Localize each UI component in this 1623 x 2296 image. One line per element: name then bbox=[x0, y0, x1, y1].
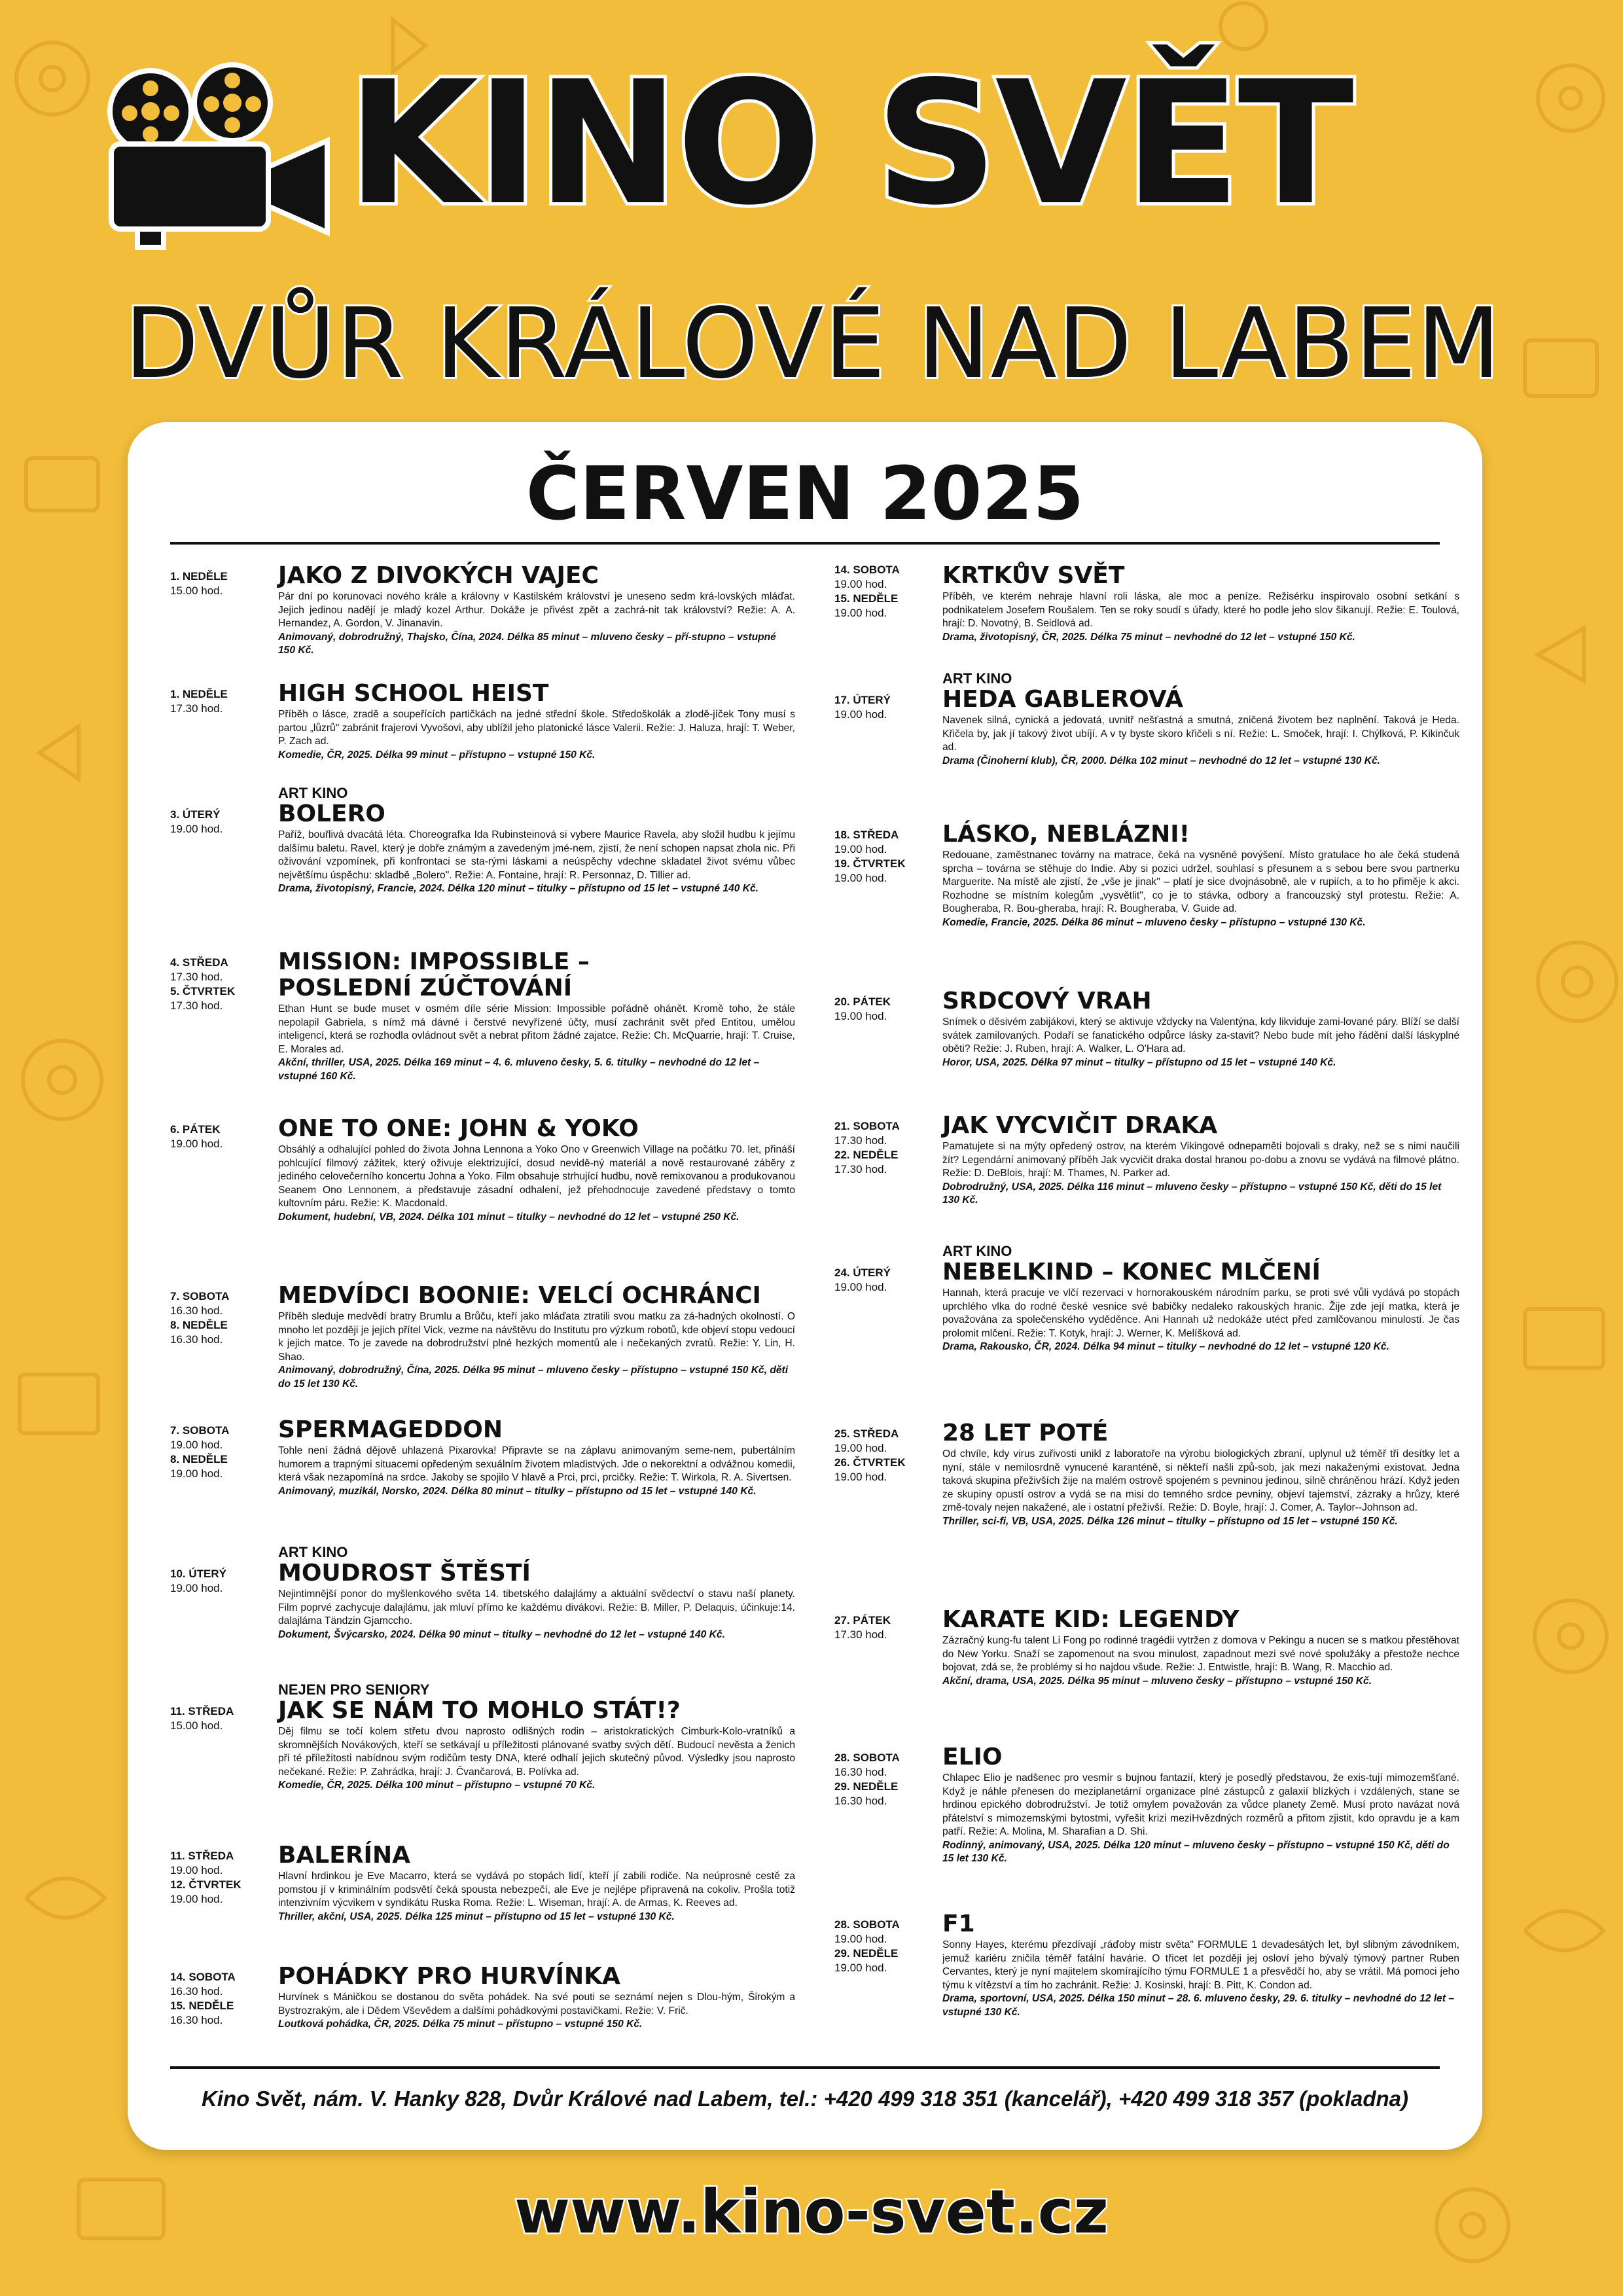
film-title: ELIO bbox=[942, 1744, 1003, 1770]
screening-times bbox=[834, 693, 939, 722]
film-info bbox=[942, 1911, 1459, 2019]
screening-times bbox=[170, 1567, 275, 1596]
screening-time: 17.30 hod. bbox=[170, 702, 223, 715]
film-info bbox=[942, 1607, 1459, 1688]
film-title: KARATE KID: LEGENDY bbox=[942, 1606, 1240, 1633]
screening-time: 16.30 hod. bbox=[834, 1795, 887, 1807]
screening-day: 4. STŘEDA bbox=[170, 956, 228, 969]
screening-times bbox=[170, 1970, 275, 2028]
screening-time: 17.30 hod. bbox=[834, 1628, 887, 1641]
screening-time: 19.00 hod. bbox=[170, 1467, 223, 1480]
film-info bbox=[278, 1417, 795, 1498]
film-details: Animovaný, dobrodružný, Thajsko, Čína, 2024. Délka 85 minut – mluveno česky – pří-stupno – vstupné 150 Kč. bbox=[278, 631, 776, 656]
screening-time: 16.30 hod. bbox=[170, 1304, 223, 1317]
screening-day: 1. NEDĚLE bbox=[170, 570, 228, 583]
screening-time: 17.30 hod. bbox=[834, 1134, 887, 1147]
cinema-town: DVŮR KRÁLOVÉ NAD LABEM bbox=[124, 287, 1501, 400]
screening-day: 29. NEDĚLE bbox=[834, 1947, 899, 1960]
film-details: Drama, životopisný, Francie, 2024. Délka 120 minut – titulky – přístupno od 15 let – vstupné 140 Kč. bbox=[278, 883, 759, 894]
film-info bbox=[278, 1116, 795, 1224]
screening-times bbox=[170, 569, 275, 598]
screening-day: 27. PÁTEK bbox=[834, 1614, 891, 1626]
screening-day: 10. ÚTERÝ bbox=[170, 1568, 226, 1580]
screening-time: 19.00 hod. bbox=[170, 1893, 223, 1905]
film-description: Hannah, která pracuje ve vlčí rezervaci v hornorakouském národním parku, se proti své vůli vydává po stopách uprchlého vlka do rodné české vesnice své babičky nedaleko rakouských hranic. Žije zde její matka, která je považována za společenského vyděděnce. Ani Hannah už nedokáže utéct před zamlčovanou minulostí. Je čas prolomit mlčení. Režie: T. Kotyk, hrají: J. Werner, K. Melíšková ad. bbox=[942, 1287, 1459, 1339]
film-description: Hlavní hrdinkou je Eve Macarro, která se vydává po stopách lidí, kteří jí zabili rodiče. Na neúprosné cestě za pomstou jí v kriminálním podsvětí čeká spousta nebezpečí, ale Eve je nejlépe připravená na cokoliv. Prošla totiž intenzivním výcvikem v syndikátu Ruska Roma. Režie: L. Wiseman, hrají: A. de Armas, K. Reeves ad. bbox=[278, 1871, 795, 1909]
film-series-label: ART KINO bbox=[278, 1544, 348, 1560]
screening-times bbox=[834, 1427, 939, 1484]
film-series-label: ART KINO bbox=[278, 785, 348, 801]
program-column-left bbox=[170, 563, 795, 2055]
film-title: MEDVÍDCI BOONIE: VELCÍ OCHRÁNCI bbox=[278, 1282, 761, 1309]
film-info bbox=[942, 1744, 1459, 1866]
film-title: SPERMAGEDDON bbox=[278, 1416, 503, 1443]
film-title: JAKO Z DIVOKÝCH VAJEC bbox=[278, 562, 599, 589]
film-description: Navenek silná, cynická a jedovatá, uvnitř nešťastná a smutná, zničená životem bez naplnění. Taková je Heda. Křičela by, jak jí takový život ubíjí. A v ty byste skoro křičeli s ní. Režie: L. Smoček, hrají: I. Chýlková, P. Kikinčuk ad. bbox=[942, 715, 1459, 753]
film-details: Loutková pohádka, ČR, 2025. Délka 75 minut – přístupno – vstupné 150 Kč. bbox=[278, 2018, 643, 2030]
film-info bbox=[278, 949, 795, 1083]
screening-time: 19.00 hod. bbox=[170, 1439, 223, 1451]
screening-time: 19.00 hod. bbox=[834, 1281, 887, 1293]
screening-day: 14. SOBOTA bbox=[834, 564, 900, 576]
film-info bbox=[942, 1113, 1459, 1208]
screening-day: 21. SOBOTA bbox=[834, 1120, 900, 1132]
screening-time: 19.00 hod. bbox=[170, 1582, 223, 1594]
film-title: BALERÍNA bbox=[278, 1842, 410, 1869]
screening-time: 19.00 hod. bbox=[834, 607, 887, 619]
film-description: Paříž, bouřlivá dvacátá léta. Choreografka Ida Rubinsteinová si vybere Maurice Ravela, aby složil hudbu k jejímu dalšímu baletu. Ravel, který je dobře známým a zavedeným jmé-nem, zjistí, že není schopen napsat zhola nic. Při oživování vzpomínek, při konfrontaci se sta-rými láskami a neúspěchy vdechne skladatel život svému vůbec největšímu úspěchu: skladbě „Bolero". Režie: A. Fontaine, hrají: R. Personnaz, D. Tillier ad. bbox=[278, 829, 795, 881]
film-title: POHÁDKY PRO HURVÍNKA bbox=[278, 1963, 620, 1990]
top-divider bbox=[170, 542, 1440, 545]
film-title: LÁSKO, NEBLÁZNI! bbox=[942, 821, 1190, 848]
film-info bbox=[278, 681, 795, 762]
screening-times bbox=[170, 808, 275, 836]
screening-time: 15.00 hod. bbox=[170, 584, 223, 597]
film-info bbox=[278, 785, 795, 896]
film-title: MISSION: IMPOSSIBLE – POSLEDNÍ ZÚČTOVÁNÍ bbox=[278, 948, 590, 1001]
screening-day: 12. ČTVRTEK bbox=[170, 1878, 241, 1891]
screening-times bbox=[170, 1424, 275, 1481]
screening-times bbox=[170, 1849, 275, 1907]
screening-time: 16.30 hod. bbox=[170, 1333, 223, 1346]
screening-times bbox=[834, 1266, 939, 1295]
screening-time: 19.00 hod. bbox=[834, 1962, 887, 1974]
screening-day: 25. STŘEDA bbox=[834, 1427, 899, 1440]
film-title: F1 bbox=[942, 1910, 975, 1937]
screening-day: 3. ÚTERÝ bbox=[170, 808, 221, 821]
film-title: HEDA GABLEROVÁ bbox=[942, 686, 1184, 713]
film-description: Redouane, zaměstnanec továrny na matrace, čeká na vysněné povýšení. Místo gratulace ho ale čeká studená sprcha – továrna se stěhuje do Indie. Aby si pozici udržel, souhlasí s přesunem a s sebou bere svou partnerku Marguerite. Na místě ale zjistí, že „vše je jinak" – platí je sice dvojnásobně, ale v rupiích, a to ho přiměje k akci. Rozhodne se místním kolegům „vysvětlit", co je to stávka, odbory a francouzský styl protestu. Režie: A. Bougheraba, R. Bou-gheraba, hrají: R. Bougheraba, V. Guide ad. bbox=[942, 850, 1459, 914]
film-details: Drama, Rakousko, ČR, 2024. Délka 94 minut – titulky – nevhodné do 12 let – vstupné 120 Kč. bbox=[942, 1341, 1389, 1352]
film-title: HIGH SCHOOL HEIST bbox=[278, 680, 549, 707]
film-description: Děj filmu se točí kolem střetu dvou naprosto odlišných rodin – aristokratických Cimburk-Kolo-vratníků a skromnějších Novákových, kteří se setkávají u příležitosti plánované svatby svých dětí. Budoucí nevěsta a ženich při té příležitosti nabídnou svým rodičům testy DNA, které odhalí jejich skutečný původ. Výsledky jsou naprosto nečekané. Režie: P. Zahrádka, hrají: J. Čvančarová, B. Polívka ad. bbox=[278, 1726, 795, 1778]
screening-time: 19.00 hod. bbox=[834, 578, 887, 590]
film-description: Příběh o lásce, zradě a soupeřících partičkách na jedné střední škole. Středoškolák a zlodě-jíček Tony musí s partou „lůzrů" zabránit frajerovi Vyvošovi, aby ublížil jeho platonické lásce Valerii. Režie: J. Haluza, hrají: T. Weber, P. Zach ad. bbox=[278, 709, 795, 747]
cinema-name: KINO SVĚT bbox=[347, 45, 1351, 243]
film-info bbox=[278, 563, 795, 658]
film-description: Nejintimnější ponor do myšlenkového světa 14. tibetského dalajlámy a aktuální svědectví o stavu naší planety. Film poprvé zachycuje dalajlámu, jak mluví přímo ke každému divákovi. Režie: B. Miller, P. Delaquis, účinkuje:14. dalajláma Tändzin Gjamccho. bbox=[278, 1588, 795, 1626]
film-details: Akční, thriller, USA, 2025. Délka 169 minut – 4. 6. mluveno česky, 5. 6. titulky – nevhodné do 12 let – vstupné 160 Kč. bbox=[278, 1057, 760, 1082]
screening-times bbox=[834, 995, 939, 1024]
screening-times bbox=[834, 1751, 939, 1808]
film-series-label: ART KINO bbox=[942, 1243, 1012, 1259]
screening-day: 24. ÚTERÝ bbox=[834, 1266, 891, 1279]
film-details: Drama, sportovní, USA, 2025. Délka 150 minut – 28. 6. mluveno česky, 29. 6. titulky – nevhodné do 12 let – vstupné 130 Kč. bbox=[942, 1993, 1455, 2018]
screening-time: 17.30 hod. bbox=[170, 971, 223, 983]
screening-time: 19.00 hod. bbox=[834, 1010, 887, 1022]
screening-day: 22. NEDĚLE bbox=[834, 1149, 899, 1161]
film-info bbox=[942, 988, 1459, 1069]
film-details: Komedie, ČR, 2025. Délka 100 minut – přístupno – vstupné 70 Kč. bbox=[278, 1780, 596, 1791]
program-card bbox=[128, 422, 1482, 2150]
film-info bbox=[942, 671, 1459, 768]
screening-time: 19.00 hod. bbox=[834, 843, 887, 855]
film-info bbox=[942, 563, 1459, 644]
film-info bbox=[942, 821, 1459, 929]
screening-day: 7. SOBOTA bbox=[170, 1290, 230, 1302]
film-info bbox=[278, 1682, 795, 1793]
screening-times bbox=[170, 956, 275, 1013]
screening-times bbox=[834, 828, 939, 886]
screening-times bbox=[170, 1122, 275, 1151]
film-info bbox=[278, 1283, 795, 1391]
screening-times bbox=[170, 1704, 275, 1733]
film-title: ONE TO ONE: JOHN & YOKO bbox=[278, 1115, 639, 1142]
program-month: ČERVEN 2025 bbox=[526, 452, 1084, 537]
film-title: JAK SE NÁM TO MOHLO STÁT!? bbox=[278, 1697, 681, 1724]
screening-day: 8. NEDĚLE bbox=[170, 1319, 228, 1331]
screening-time: 19.00 hod. bbox=[834, 1933, 887, 1945]
film-description: Pár dní po korunovaci nového krále a královny v Kastilském království je uneseno sedm krá-lovských mláďat. Jejich jedinou nadějí je mladý kozel Arthur. Dokáže je přivést zpět a zachrá-nit tak království? Režie: A. A. Hernandez, A. Gordon, V. Jinanavin. bbox=[278, 591, 795, 629]
film-title: KRTKŮV SVĚT bbox=[942, 562, 1125, 589]
film-title: 28 LET POTÉ bbox=[942, 1420, 1109, 1446]
film-info bbox=[942, 1420, 1459, 1528]
screening-time: 17.30 hod. bbox=[834, 1163, 887, 1175]
page-header bbox=[0, 0, 1623, 419]
film-description: Zázračný kung-fu talent Li Fong po rodinné tragédii vytržen z domova v Pekingu a nucen se s matkou přestěhovat do New Yorku. Snaží se zapomenout na svou minulost, zapadnout mezi své nové spolužáky a přestože nechce bojovat, zdá se, že problémy si ho najdou všude. Režie: J. Entwistle, hrají: B. Wang, R. Macchio ad. bbox=[942, 1635, 1459, 1673]
film-series-label: ART KINO bbox=[942, 670, 1012, 687]
film-info bbox=[278, 1545, 795, 1641]
screening-time: 17.30 hod. bbox=[170, 999, 223, 1012]
film-title: JAK VYCVIČIT DRAKA bbox=[942, 1112, 1218, 1139]
film-description: Od chvíle, kdy virus zuřivosti unikl z laboratoře na výrobu biologických zbraní, uplynul už téměř tři desítky let a nyní, stále v nemilosrdně vynucené karanténě, si někteří našli způ-sob, jak mezi nakaženými existovat. Jedna taková skupina přeživších žije na malém ostrově spojeném s pevninou jedinou, silně chráněnou hrází. Když jeden ze skupiny opustí ostrov a vydá se na misi do temného srdce pevniny, objeví tajemství, zázraky a hrůzy, které změ-tovaly nejen nakažené, ale i ostatní přeživší. Režie: D. Boyle, hrají: J. Comer, A. Taylor--Johnson ad. bbox=[942, 1448, 1459, 1513]
screening-time: 19.00 hod. bbox=[170, 1864, 223, 1876]
screening-day: 5. ČTVRTEK bbox=[170, 985, 236, 997]
screening-times bbox=[170, 1289, 275, 1347]
film-description: Tohle není žádná dějově uhlazená Pixarovka! Připravte se na záplavu animovaným seme-nem, pubertálním humorem a trapnými situacemi opředeným sexuálním životem mladistvých. Jde o nekorektní a odvážnou komedii, která však nezapomíná na srdce. Jakoby se spojilo V hlavě a Prci, prci, prcičky. Režie: T. Wirkola, R. A. Sivertsen. bbox=[278, 1445, 795, 1483]
screening-day: 6. PÁTEK bbox=[170, 1123, 221, 1136]
screening-day: 7. SOBOTA bbox=[170, 1424, 230, 1437]
screening-time: 16.30 hod. bbox=[170, 2014, 223, 2026]
screening-day: 29. NEDĚLE bbox=[834, 1780, 899, 1793]
program-column-right bbox=[834, 563, 1459, 2055]
screening-time: 19.00 hod. bbox=[170, 1138, 223, 1150]
film-title: MOUDROST ŠTĚSTÍ bbox=[278, 1560, 531, 1587]
screening-day: 20. PÁTEK bbox=[834, 996, 891, 1008]
film-details: Drama, životopisný, ČR, 2025. Délka 75 minut – nevhodné do 12 let – vstupné 150 Kč. bbox=[942, 631, 1355, 643]
film-details: Akční, drama, USA, 2025. Délka 95 minut – mluveno česky – přístupno – vstupné 150 Kč. bbox=[942, 1675, 1372, 1687]
screening-time: 19.00 hod. bbox=[834, 1471, 887, 1483]
screening-times bbox=[834, 1613, 939, 1642]
screening-day: 1. NEDĚLE bbox=[170, 688, 228, 700]
film-description: Příběh sleduje medvědí bratry Brumlu a Brůču, kteří jako mláďata ztratili svou matku za zá-hadných okolností. O mnoho let později je jejich přítel Vick, vezme na návštěvu do Institutu pro výzkum robotů, kde objeví stopu vedoucí k jejich matce. To je zavede na dobrodružství plné hezkých momentů ale i nečekaných zvratů. Režie: Y. Lin, H. Shao. bbox=[278, 1311, 795, 1363]
film-description: Příběh, ve kterém nehraje hlavní roli láska, ale moc a peníze. Režisérku inspirovalo osobní setkání s podnikatelem Josefem Roušalem. Ten se roky soudí s úřady, které ho podle jeho slov šikanují. Režie: E. Toulová, hrají: D. Novotný, B. Seidlová ad. bbox=[942, 591, 1459, 629]
film-details: Komedie, ČR, 2025. Délka 99 minut – přístupno – vstupné 150 Kč. bbox=[278, 749, 596, 761]
screening-time: 16.30 hod. bbox=[834, 1766, 887, 1778]
film-info bbox=[942, 1244, 1459, 1354]
screening-day: 18. STŘEDA bbox=[834, 829, 899, 841]
screening-day: 17. ÚTERÝ bbox=[834, 694, 891, 706]
film-details: Animovaný, dobrodružný, Čína, 2025. Délka 95 minut – mluveno česky – přístupno – vstupné 150 Kč, děti do 15 let 130 Kč. bbox=[278, 1365, 789, 1390]
film-details: Dokument, hudební, VB, 2024. Délka 101 minut – titulky – nevhodné do 12 let – vstupné 250 Kč. bbox=[278, 1211, 740, 1223]
screening-time: 19.00 hod. bbox=[834, 708, 887, 721]
screening-time: 19.00 hod. bbox=[170, 823, 223, 835]
screening-day: 28. SOBOTA bbox=[834, 1751, 900, 1764]
film-description: Chlapec Elio je nadšenec pro vesmír s bujnou fantazií, který je posedlý představou, že exis-tují mimozemšťané. Když je náhle přenesen do meziplanetární organizace plné zástupců z galaxií blízkých i vzdálených, stane se hrdinou epického dobrodružství. Je totiž omylem považován za vůdce planety Země. Musí proto navázat nová přátelství s mimozemskými bytostmi, vyřešit krizi meziHvězdných rozměrů a přitom zjistit, kdo opravdu je a kam patří. Režie: A. Molina, M. Sharafian a D. Shi. bbox=[942, 1772, 1459, 1837]
film-description: Pamatujete si na mýty opředený ostrov, na kterém Vikingové odnepaměti bojovali s draky, než se s nimi naučili žít? Legendární animovaný příběh Jak vycvičit draka dostal hranou po-dobu a znovu se vydává na filmové plátno. Režie: D. DeBlois, hrají: M. Thames, N. Parker ad. bbox=[942, 1141, 1459, 1179]
film-title: SRDCOVÝ VRAH bbox=[942, 988, 1152, 1014]
screening-time: 16.30 hod. bbox=[170, 1985, 223, 1998]
film-details: Dobrodružný, USA, 2025. Délka 116 minut – mluveno česky – přístupno – vstupné 150 Kč, děti do 15 let 130 Kč. bbox=[942, 1181, 1442, 1206]
screening-day: 26. ČTVRTEK bbox=[834, 1456, 906, 1469]
film-details: Thriller, akční, USA, 2025. Délka 125 minut – přístupno od 15 let – vstupné 130 Kč. bbox=[278, 1910, 675, 1922]
screening-day: 28. SOBOTA bbox=[834, 1918, 900, 1931]
screening-day: 11. STŘEDA bbox=[170, 1850, 234, 1862]
film-description: Hurvínek s Máničkou se dostanou do světa pohádek. Na své pouti se seznámí nejen s Dlou-hým, Širokým a Bystrozrakým, ale i Dědem Vševědem a dalšími pohádkovými postavičkami. Režie: V. Frič. bbox=[278, 1992, 795, 2017]
film-info bbox=[278, 1842, 795, 1924]
film-info bbox=[278, 1964, 795, 2032]
film-details: Animovaný, muzikál, Norsko, 2024. Délka 80 minut – titulky – přístupno od 15 let – vstupné 140 Kč. bbox=[278, 1485, 757, 1497]
film-camera-icon bbox=[98, 62, 334, 259]
film-series-label: NEJEN PRO SENIORY bbox=[278, 1681, 430, 1698]
screening-time: 19.00 hod. bbox=[834, 872, 887, 884]
screening-time: 19.00 hod. bbox=[834, 1442, 887, 1454]
film-description: Sonny Hayes, kterému přezdívají „ráďoby mistr světa" FORMULE 1 devadesátých let, byl slibným závodníkem, jemuž kariéru zničila téměř fatální havárie. O třicet let později jej osloví jeho bývalý týmový partner Ruben Cervantes, který je nyní majitelem skomírajícího týmu FORMULE 1 a přesvědčí ho, aby se vrátil. Má pomoci jeho týmu k vítězství a tím ho zachránit. Režie: J. Kosinski, hrají: B. Pitt, K. Condon ad. bbox=[942, 1939, 1459, 1991]
film-title: BOLERO bbox=[278, 800, 385, 827]
screening-times bbox=[834, 563, 939, 620]
screening-day: 15. NEDĚLE bbox=[834, 592, 899, 605]
film-details: Komedie, Francie, 2025. Délka 86 minut – mluveno česky – přístupno – vstupné 130 Kč. bbox=[942, 916, 1366, 928]
website-link[interactable]: www.kino-svet.cz bbox=[514, 2177, 1109, 2247]
screening-day: 14. SOBOTA bbox=[170, 1971, 236, 1983]
screening-times bbox=[834, 1918, 939, 1975]
contact-line: Kino Svět, nám. V. Hanky 828, Dvůr Králové nad Labem, tel.: +420 499 318 351 (kancelář), +420 499 318 357 (pokladna) bbox=[201, 2087, 1409, 2111]
screening-day: 19. ČTVRTEK bbox=[834, 857, 906, 870]
screening-day: 15. NEDĚLE bbox=[170, 2000, 234, 2012]
screening-time: 15.00 hod. bbox=[170, 1719, 223, 1732]
film-details: Rodinný, animovaný, USA, 2025. Délka 120 minut – mluveno česky – přístupno – vstupné 150 Kč, děti do 15 let 130 Kč. bbox=[942, 1839, 1450, 1864]
screening-day: 11. STŘEDA bbox=[170, 1705, 234, 1717]
film-details: Dokument, Švýcarsko, 2024. Délka 90 minut – titulky – nevhodné do 12 let – vstupné 140 Kč. bbox=[278, 1628, 725, 1640]
film-title: NEBELKIND – KONEC MLČENÍ bbox=[942, 1259, 1321, 1285]
film-description: Ethan Hunt se bude muset v osmém díle série Mission: Impossible pořádně ohánět. Kromě toho, že stále nepolapil Gabriela, s nímž má dávné i čerstvé nevyřízené účty, musí zachránit svět před Entitou, umělou inteligencí, která se rozhodla ovládnout svět a nebrat přitom žádné zajatce. Režie: Ch. McQuarrie, hrají: T. Cruise, E. Morales ad. bbox=[278, 1003, 795, 1055]
film-details: Drama (Činoherní klub), ČR, 2000. Délka 102 minut – nevhodné do 12 let – vstupné 130 Kč. bbox=[942, 755, 1381, 766]
screening-day: 8. NEDĚLE bbox=[170, 1453, 228, 1465]
film-details: Thriller, sci-fi, VB, USA, 2025. Délka 126 minut – titulky – přístupno od 15 let – vstupné 150 Kč. bbox=[942, 1515, 1398, 1527]
film-description: Obsáhlý a odhalující pohled do života Johna Lennona a Yoko Ono v Greenwich Village na počátku 70. let, přináší pohlcující filmový zážitek, který oživuje elektrizující, dosud nevidě-ný materiál a nově restaurované záběry z jediného celovečerního koncertu Johna a Yoko. Film obsahuje strhující hudbu, nově remixovanou a produkovanou Seanem Ono Lennonem, a představuje zásadní odhalení, jež přehodnocuje zavedené představy o tomto kultovním páru. Režie: K. Macdonald. bbox=[278, 1144, 795, 1209]
screening-times bbox=[834, 1119, 939, 1177]
bottom-divider bbox=[170, 2066, 1440, 2069]
film-description: Snímek o děsivém zabijákovi, který se aktivuje vždycky na Valentýna, kdy likviduje zami-lované páry. Blíží se další svátek zamilovaných. Podaří se fanatického odpůrce lásky za-stavit? Nebo bude mít jeho řádění další láskyplné oběti? Režie: J. Ruben, hrají: A. Walker, L. O'Hara ad. bbox=[942, 1016, 1459, 1054]
screening-times bbox=[170, 687, 275, 716]
film-details: Horor, USA, 2025. Délka 97 minut – titulky – přístupno od 15 let – vstupné 140 Kč. bbox=[942, 1056, 1336, 1068]
